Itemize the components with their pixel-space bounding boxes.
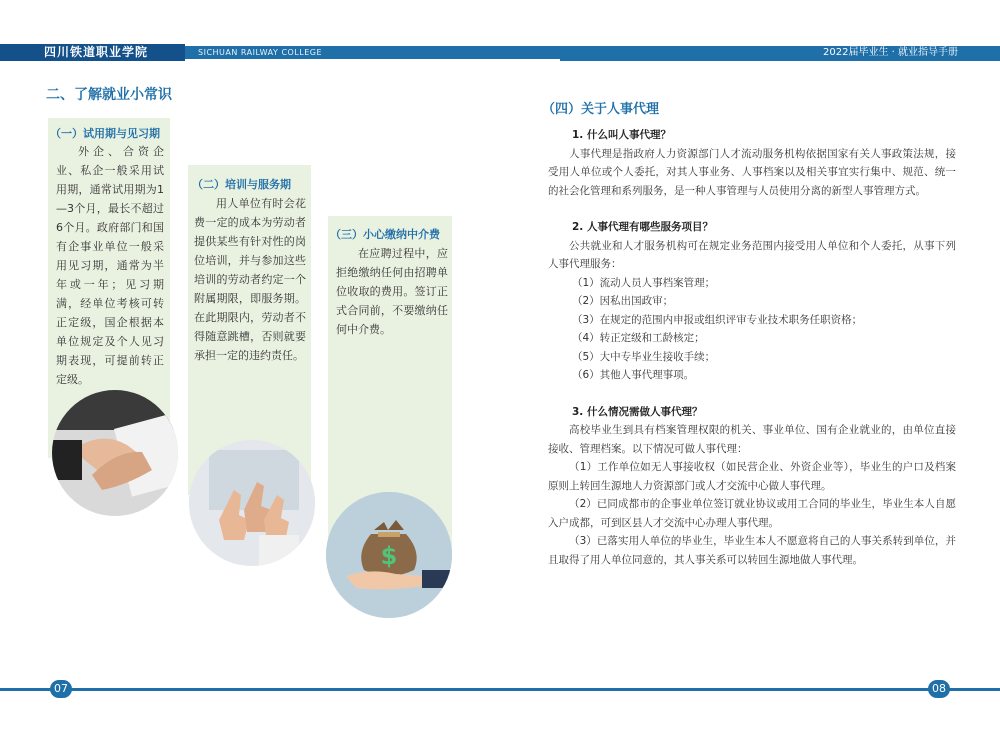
answer-1-paragraph: 人事代理是指政府人力资源部门人才流动服务机构依据国家有关人事政策法规，接受用人单位或个人委托，对其人事业务、人事档案以及相关事宜实行集中、规范、统一的社会化管理和系列服务，是一种人事管理与人员使用分离的新型人事管理方式。 bbox=[548, 147, 956, 197]
answer-2-paragraph: 公共就业和人才服务机构可在规定业务范围内接受用人单位和个人委托，从事下列人事代理服务： bbox=[548, 239, 956, 270]
answer-3-case-2: （2）已同成都市的企事业单位签订就业协议或用工合同的毕业生，毕业生本人自愿入户成都，可到区县人才交流中心办理人事代理。 bbox=[548, 498, 956, 529]
service-item: （6）其他人事代理事项。 bbox=[572, 369, 695, 381]
dollar-symbol: $ bbox=[380, 542, 398, 570]
college-english-name: SICHUAN RAILWAY COLLEGE bbox=[198, 48, 323, 57]
column-probation-title: （一）试用期与见习期 bbox=[50, 127, 160, 140]
question-1: 1. 什么叫人事代理？ bbox=[572, 129, 671, 141]
column-probation-text: 外企、合资企业、私企一般采用试用期，通常试用期为1—3个月，最长不超过6个月。政府部门和国有企事业单位一般采用见习期，通常为半年或一年；见习期满，经单位考核可转正定级，国企根据本单位规定及个人见习期表现，可提前转正定级。 bbox=[56, 145, 164, 386]
answer-3-case-1: （1）工作单位如无人事接收权（如民营企业、外资企业等），毕业生的户口及档案原则上转回生源地人力资源部门或人才交流中心做人事代理。 bbox=[548, 461, 956, 492]
service-item: （1）流动人员人事档案管理； bbox=[572, 276, 716, 289]
header-rule bbox=[560, 59, 1000, 61]
thumbs-up-photo bbox=[189, 440, 315, 566]
handbook-title: 2022届毕业生 · 就业指导手册 bbox=[823, 47, 958, 58]
answer-3-case-3: （3）已落实用人单位的毕业生，毕业生本人不愿意将自己的人事关系转到单位，并且取得了用人单位同意的，其人事关系可以转回生源地做人事代理。 bbox=[548, 535, 956, 566]
college-logo: 四川铁道职业学院 bbox=[44, 45, 149, 59]
column-training-text: 用人单位有时会花费一定的成本为劳动者提供某些有针对性的岗位培训，并与参加这些培训的劳动者约定一个附属期限，即服务期。在此期限内，劳动者不得随意跳槽，否则就要承担一定的违约责任。 bbox=[194, 197, 306, 362]
column-agency-fee-text: 在应聘过程中，应拒绝缴纳任何由招聘单位收取的费用。签订正式合同前，不要缴纳任何中介费。 bbox=[336, 247, 448, 336]
question-2: 2. 人事代理有哪些服务项目？ bbox=[572, 221, 713, 233]
column-training-title: （二）培训与服务期 bbox=[192, 178, 291, 191]
question-3: 3. 什么情况需做人事代理？ bbox=[572, 405, 703, 418]
column-agency-fee-title: （三）小心缴纳中介费 bbox=[330, 228, 440, 241]
service-item: （2）因私出国政审； bbox=[572, 295, 674, 307]
service-item: （4）转正定级和工龄核定； bbox=[572, 332, 705, 344]
service-item: （3）在规定的范围内申报或组织评审专业技术职务任职资格； bbox=[572, 313, 863, 326]
answer-3-paragraph: 高校毕业生到具有档案管理权限的机关、事业单位、国有企业就业的，由单位直接接收、管理档案。以下情况可做人事代理： bbox=[548, 424, 956, 455]
handshake-photo bbox=[52, 390, 178, 516]
service-item: （5）大中专毕业生接收手续； bbox=[572, 350, 716, 363]
right-section-title: （四）关于人事代理 bbox=[542, 102, 660, 117]
right-page-number: 08 bbox=[928, 680, 950, 698]
footer-rule bbox=[0, 688, 1000, 691]
money-bag-illustration bbox=[326, 492, 452, 618]
left-section-title: 二、了解就业小常识 bbox=[46, 87, 172, 103]
right-body bbox=[548, 126, 956, 569]
left-page-number: 07 bbox=[50, 680, 72, 698]
